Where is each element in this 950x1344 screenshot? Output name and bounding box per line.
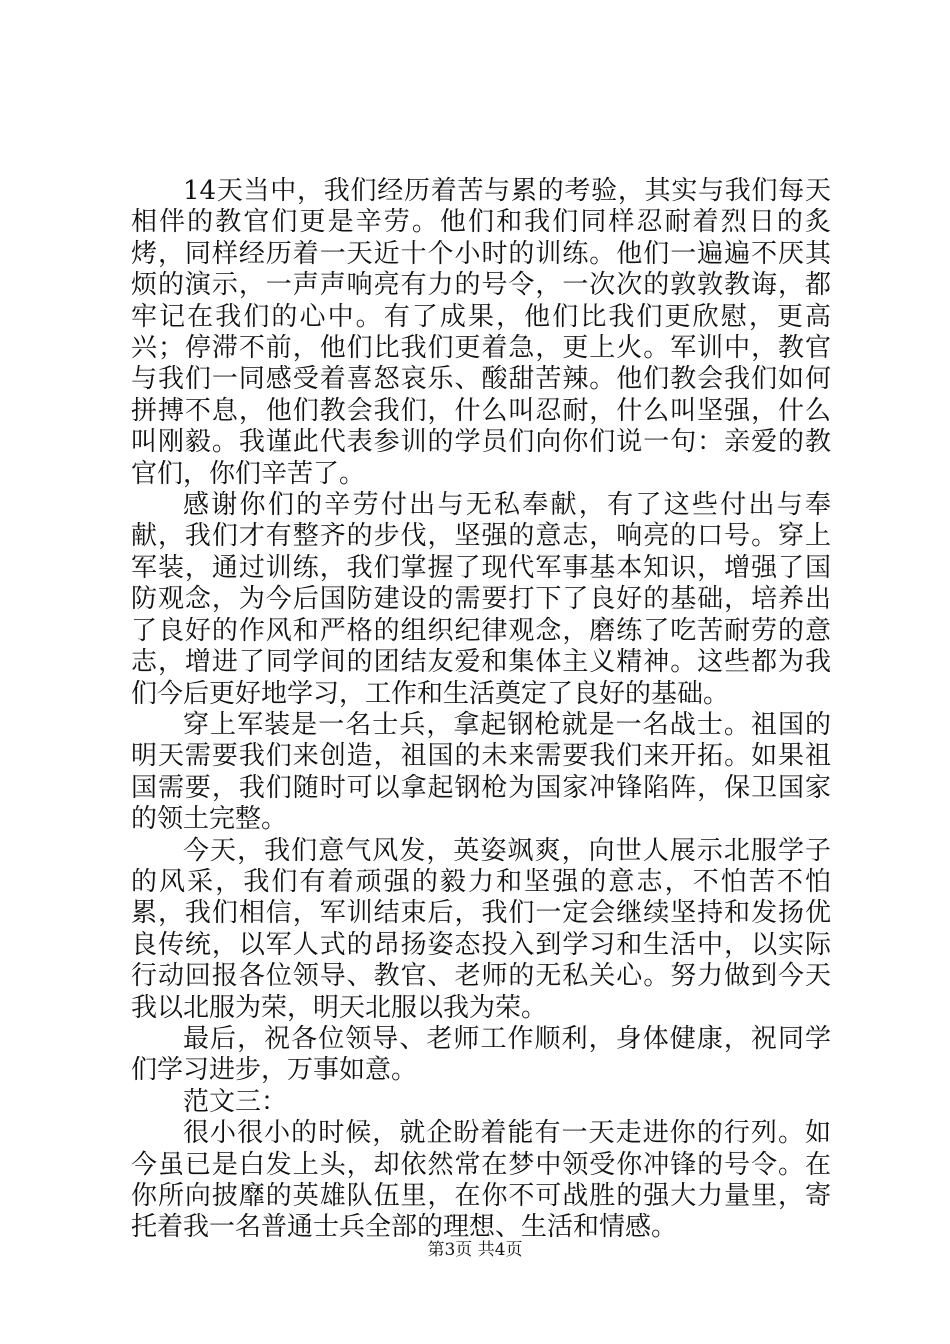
document-body xyxy=(131,176,831,1244)
page-number-footer: 第3页 共4页 xyxy=(427,1240,523,1260)
paragraph-gratitude: 感谢你们的辛劳付出与无私奉献，有了这些付出与奉献，我们才有整齐的步伐，坚强的意志，响亮的口号。穿上军装，通过训练，我们掌握了现代军事基本知识，增强了国防观念，为今后国防建设的需要打下了良好的基础，培养出了良好的作风和严格的组织纪律观念，磨练了吃苦耐劳的意志，增进了同学间的团结友爱和集体主义精神。这些都为我们今后更好地学习，工作和生活奠定了良好的基础。 xyxy=(131,490,831,709)
paragraph-soldier: 穿上军装是一名士兵，拿起钢枪就是一名战士。祖国的明天需要我们来创造，祖国的未来需要我们来开拓。如果祖国需要，我们随时可以拿起钢枪为国家冲锋陷阵，保卫国家的领土完整。 xyxy=(131,709,831,835)
section-heading-sample-three: 范文三： xyxy=(183,1086,288,1117)
paragraph-instructors-thanks: 14天当中，我们经历着苦与累的考验，其实与我们每天相伴的教官们更是辛劳。他们和我们同样忍耐着烈日的炙烤，同样经历着一天近十个小时的训练。他们一遍遍不厌其烦的演示，一声声响亮有力的号令，一次次的敦敦教诲，都牢记在我们的心中。有了成果，他们比我们更欣慰，更高兴；停滞不前，他们比我们更着急，更上火。军训中，教官与我们一同感受着喜怒哀乐、酸甜苦辣。他们教会我们如何拼搏不息，他们教会我们，什么叫忍耐，什么叫坚强，什么叫刚毅。我谨此代表参训的学员们向你们说一句：亲爱的教官们，你们辛苦了。 xyxy=(131,176,831,489)
paragraph-closing-wishes: 最后，祝各位领导、老师工作顺利，身体健康，祝同学们学习进步，万事如意。 xyxy=(131,1023,831,1086)
paragraph-childhood-dream: 很小很小的时候，就企盼着能有一天走进你的行列。如今虽已是白发上头，却依然常在梦中领受你冲锋的号令。在你所向披靡的英雄队伍里，在你不可战胜的强大力量里，寄托着我一名普通士兵全部的理想、生活和情感。 xyxy=(131,1118,831,1243)
paragraph-today: 今天，我们意气风发，英姿飒爽，向世人展示北服学子的风采，我们有着顽强的毅力和坚强的意志，不怕苦不怕累，我们相信，军训结束后，我们一定会继续坚持和发扬优良传统，以军人式的昂扬姿态投入到学习和生活中，以实际行动回报各位领导、教官、老师的无私关心。努力做到今天我以北服为荣，明天北服以我为荣。 xyxy=(131,835,831,1023)
